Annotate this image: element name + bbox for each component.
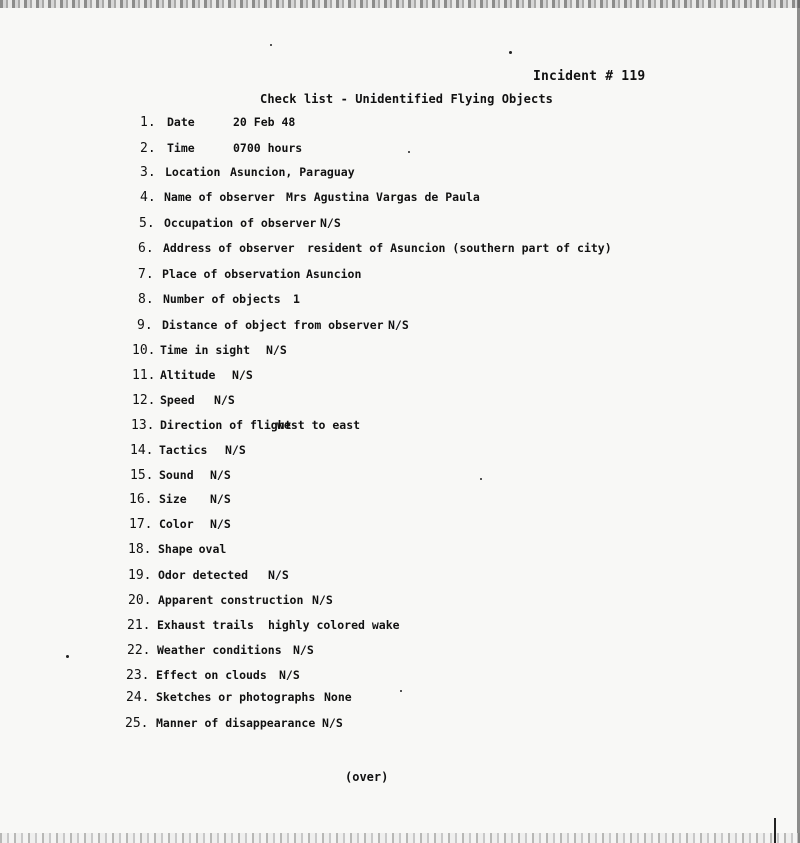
- item-number: 15.: [130, 468, 154, 483]
- checklist-item: [129, 492, 231, 507]
- item-number: 1.: [140, 115, 156, 130]
- item-number: 12.: [132, 393, 156, 408]
- checklist-item: [140, 190, 480, 205]
- checklist-item: [132, 368, 253, 383]
- scan-speck: [509, 51, 512, 54]
- item-label: Apparent construction: [158, 593, 304, 607]
- item-number: 5.: [139, 216, 155, 231]
- footer-over: (over): [345, 770, 389, 784]
- item-number: 8.: [138, 292, 154, 307]
- item-number: 10.: [132, 343, 156, 358]
- checklist-item: [140, 115, 296, 130]
- item-value: Asuncion: [306, 267, 362, 281]
- item-value: N/S: [225, 443, 246, 457]
- item-number: 16.: [129, 492, 153, 507]
- checklist-item: [127, 643, 314, 658]
- checklist-item: [126, 668, 300, 683]
- item-label: Location: [165, 165, 221, 179]
- scan-speck: [270, 44, 272, 46]
- item-number: 14.: [130, 443, 154, 458]
- item-label: Odor detected: [158, 568, 249, 582]
- checklist-item: [129, 517, 231, 532]
- item-value: N/S: [293, 643, 314, 657]
- item-label: Effect on clouds: [156, 668, 267, 682]
- item-label: Date: [167, 115, 195, 129]
- scan-speck: [400, 690, 402, 692]
- item-value: N/S: [210, 468, 231, 482]
- item-value: 20 Feb 48: [233, 115, 296, 129]
- item-value: N/S: [232, 368, 253, 382]
- item-value: N/S: [320, 216, 341, 230]
- item-value: N/S: [266, 343, 287, 357]
- item-label: Sketches or photographs: [156, 690, 316, 704]
- item-number: 9.: [137, 318, 153, 333]
- incident-number: Incident # 119: [533, 69, 646, 84]
- item-value: N/S: [388, 318, 409, 332]
- scan-mark: [774, 818, 776, 843]
- checklist-item: [132, 343, 287, 358]
- item-label: Direction of flight: [160, 418, 292, 432]
- item-label: Distance of object from observer: [162, 318, 384, 332]
- item-label: Exhaust trails: [157, 618, 254, 632]
- item-label: Name of observer: [164, 190, 275, 204]
- item-label: Number of objects: [163, 292, 281, 306]
- item-value: N/S: [312, 593, 333, 607]
- item-number: 24.: [126, 690, 150, 705]
- item-value: resident of Asuncion (southern part of city): [307, 241, 612, 255]
- scan-bottom-edge: [0, 833, 800, 843]
- checklist-item: [127, 618, 400, 633]
- item-number: 22.: [127, 643, 151, 658]
- item-label: Size: [159, 492, 187, 506]
- item-value: Asuncion, Paraguay: [230, 165, 355, 179]
- item-label: Sound: [159, 468, 194, 482]
- checklist-item: [138, 241, 612, 256]
- item-label: Time: [167, 141, 195, 155]
- item-value: N/S: [322, 716, 343, 730]
- scan-speck: [408, 151, 410, 153]
- checklist-item: [140, 141, 303, 156]
- item-number: 19.: [128, 568, 152, 583]
- item-label: Time in sight: [160, 343, 251, 357]
- item-value: 1: [293, 292, 300, 306]
- item-value: oval: [198, 542, 227, 556]
- item-number: 3.: [140, 165, 156, 180]
- checklist-item: [128, 542, 226, 557]
- item-number: 17.: [129, 517, 153, 532]
- item-number: 23.: [126, 668, 150, 683]
- checklist-item: [130, 468, 231, 483]
- item-label: Speed: [160, 393, 195, 407]
- checklist-item: [126, 690, 352, 705]
- item-number: 20.: [128, 593, 152, 608]
- checklist-item: [125, 716, 343, 731]
- item-label: Occupation of observer: [164, 216, 317, 230]
- item-label: Address of observer: [163, 241, 295, 255]
- item-label: Tactics: [159, 443, 208, 457]
- item-value: N/S: [210, 492, 231, 506]
- page-title: Check list - Unidentified Flying Objects: [260, 92, 553, 106]
- item-number: 2.: [140, 141, 156, 156]
- item-label: Place of observation: [162, 267, 301, 281]
- checklist-item: [131, 418, 361, 433]
- item-number: 25.: [125, 716, 149, 731]
- item-label: Manner of disappearance: [156, 716, 316, 730]
- checklist-item: [132, 393, 235, 408]
- item-value: Mrs Agustina Vargas de Paula: [286, 190, 480, 204]
- item-value: N/S: [268, 568, 289, 582]
- item-value: highly colored wake: [268, 618, 400, 632]
- checklist-item: [128, 568, 289, 583]
- checklist-item: [139, 216, 341, 231]
- scan-top-edge: [0, 0, 800, 8]
- item-number: 18.: [128, 542, 152, 557]
- item-value: N/S: [279, 668, 300, 682]
- item-number: 6.: [138, 241, 154, 256]
- checklist-item: [138, 292, 300, 307]
- item-label: Altitude: [160, 368, 216, 382]
- checklist-item: [137, 318, 409, 333]
- scan-speck: [480, 478, 482, 480]
- item-value: west to east: [277, 418, 361, 432]
- item-number: 21.: [127, 618, 151, 633]
- item-label: Weather conditions: [157, 643, 282, 657]
- item-value: N/S: [214, 393, 235, 407]
- checklist-item: [128, 593, 333, 608]
- checklist-item: [140, 165, 355, 180]
- item-number: 4.: [140, 190, 156, 205]
- item-value: 0700 hours: [233, 141, 303, 155]
- item-value: N/S: [210, 517, 231, 531]
- checklist-item: [130, 443, 246, 458]
- item-value: None: [324, 690, 352, 704]
- scan-speck: [66, 655, 69, 658]
- item-label: Shape: [158, 542, 193, 556]
- item-number: 7.: [138, 267, 154, 282]
- item-number: 11.: [132, 368, 156, 383]
- item-label: Color: [159, 517, 194, 531]
- checklist-item: [138, 267, 362, 282]
- item-number: 13.: [131, 418, 155, 433]
